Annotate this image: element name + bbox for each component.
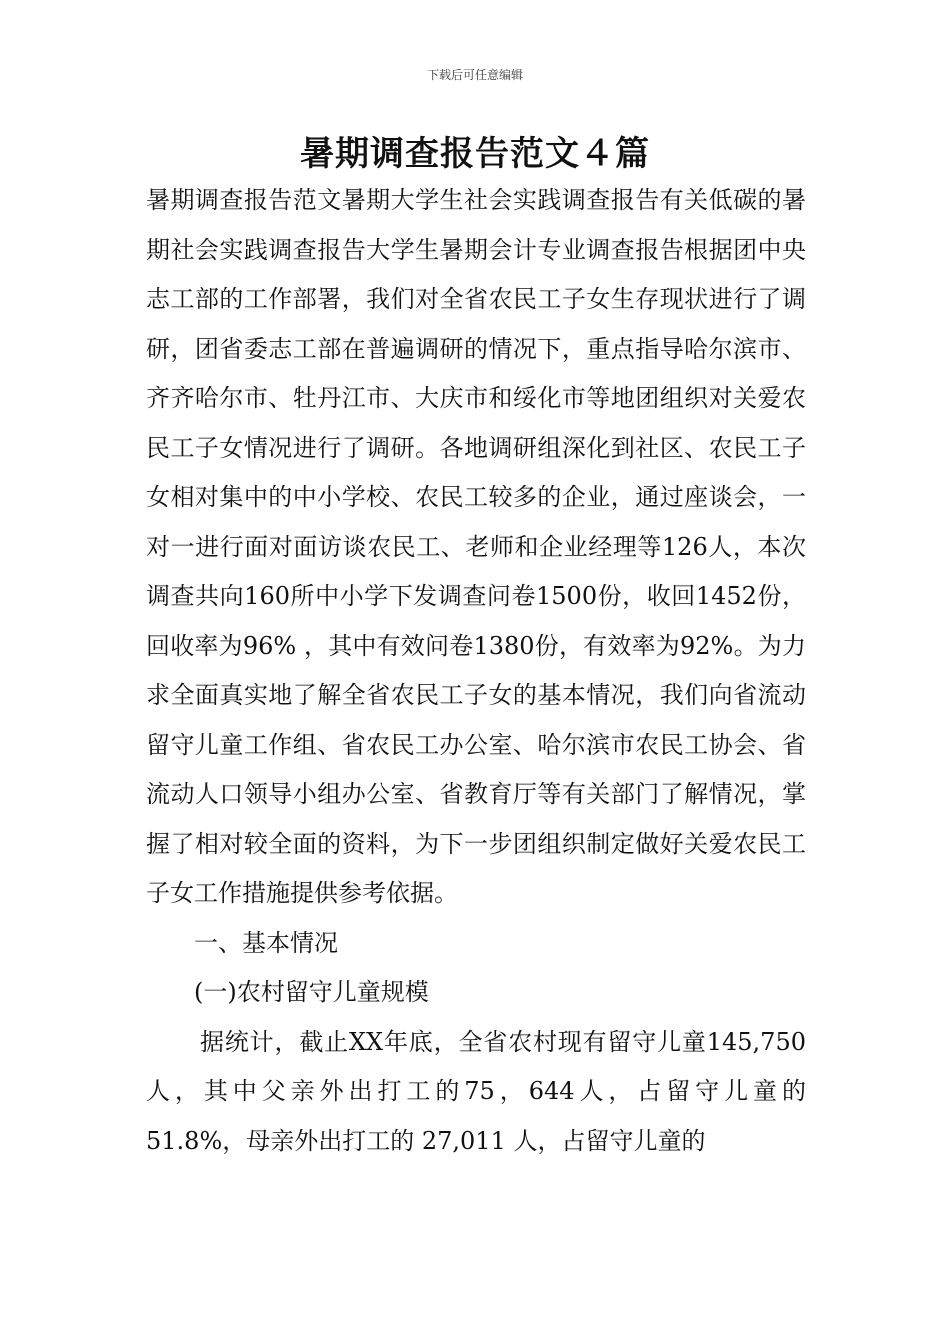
section-heading-basic-situation: 一、基本情况 <box>194 928 338 957</box>
header-note: 下载后可任意编辑 <box>426 68 523 82</box>
document-title: 暑期调查报告范文４篇 <box>300 134 650 174</box>
statistics-paragraph: 据统计，截止XX年底，全省农村现有留守儿童145,750人，其中父亲外出打工的75，644人，占留守儿童的 51.8%，母亲外出打工的 27,011 人，占留守儿童的 <box>146 1027 806 1155</box>
document-body <box>146 176 806 1166</box>
intro-paragraph: 暑期调查报告范文暑期大学生社会实践调查报告有关低碳的暑期社会实践调查报告大学生暑期会计专业调查报告根据团中央志工部的工作部署，我们对全省农民工子女生存现状进行了调研，团省委志工部在普遍调研的情况下，重点指导哈尔滨市、齐齐哈尔市、牡丹江市、大庆市和绥化市等地团组织对关爱农民工子女情况进行了调研。各地调研组深化到社区、农民工子女相对集中的中小学校、农民工较多的企业，通过座谈会，一对一进行面对面访谈农民工、老师和企业经理等126人，本次调查共向160所中小学下发调查问卷1500份，收回1452份，回收率为96% ，其中有效问卷1380份，有效率为92%。为力求全面真实地了解全省农民工子女的基本情况，我们向省流动留守儿童工作组、省农民工办公室、哈尔滨市农民工协会、省流动人口领导小组办公室、省教育厅等有关部门了解情况，掌握了相对较全面的资料，为下一步团组织制定做好关爱农民工子女工作措施提供参考依据。 <box>146 186 806 907</box>
subsection-heading-left-behind-children-scale: (一)农村留守儿童规模 <box>194 978 429 1006</box>
